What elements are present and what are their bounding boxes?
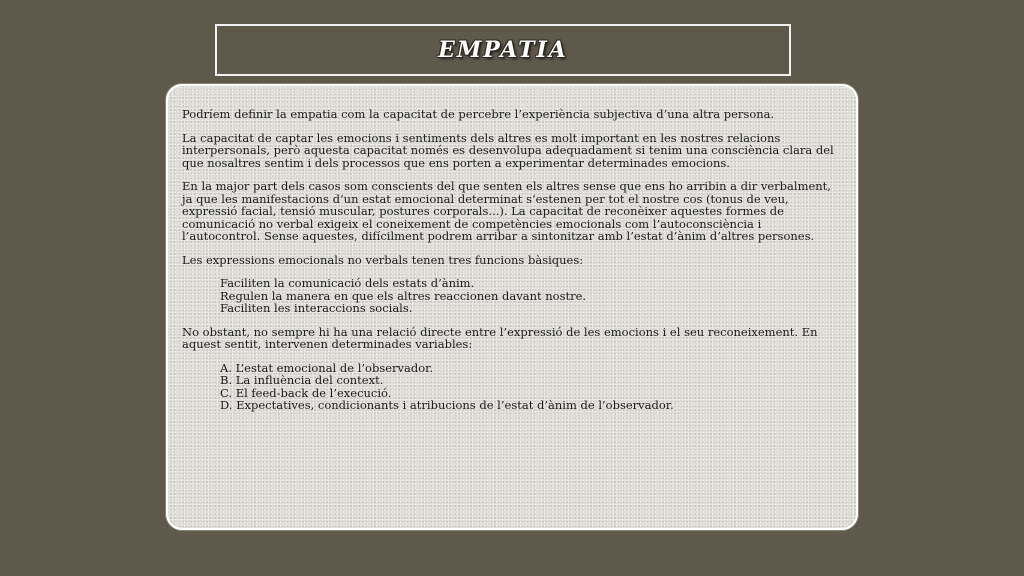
paragraph-nonverbal: En la major part dels casos som conscients del que senten els altres sense que ens ho arribin a dir verbalment, ja que les manifestacions d’un estat emocional determinat s’estenen per tot el nostre cos (tonus de veu, expressió facial, tensió muscular, postures corporals...). La capacitat de reconèixer aquestes formes de comunicació no verbal exigeix el coneixement de competències emocionals com l’autoconsciència i l’autocontrol. Sense aquestes, difícilment podrem arribar a sintonitzar amb l’estat d’ànim d’altres persones. <box>182 179 831 243</box>
paragraph-variables-intro: No obstant, no sempre hi ha una relació directe entre l’expressió de les emocions i el seu reconeixement. En aquest sentit, intervenen determinades variables: <box>182 324 818 351</box>
paragraph-definition: Podríem definir la empatia com la capacitat de percebre l’experiència subjectiva d’una altra persona. <box>182 107 775 121</box>
list-item: A. L’estat emocional de l’observador. <box>220 360 434 375</box>
list-item: Faciliten la comunicació dels estats d’ànim. <box>220 276 475 290</box>
title-box <box>215 24 791 76</box>
paragraph-functions-intro: Les expressions emocionals no verbals tenen tres funcions bàsiques: <box>182 252 584 267</box>
paragraph-emotions: La capacitat de captar les emocions i sentiments dels altres es molt important en les nostres relacions interpersonals, però aquesta capacitat només es desenvolupa adequadament si tenim una consciència clara del que nosaltres sentim i dels processos que ens porten a experimentar determinades emocions. <box>182 130 834 170</box>
functions-list <box>182 277 842 315</box>
list-item: Faciliten les interaccions socials. <box>220 301 413 315</box>
list-item: B. La influència del context. <box>220 373 384 387</box>
variables-list <box>182 362 842 412</box>
list-item: C. El feed-back de l’execució. <box>220 385 392 400</box>
list-item: Regulen la manera en que els altres reaccionen davant nostre. <box>220 288 587 303</box>
content-panel <box>166 84 858 530</box>
slide-title: EMPATIA <box>438 37 568 63</box>
list-item: D. Expectatives, condicionants i atribucions de l’estat d’ànim de l’observador. <box>220 398 674 412</box>
